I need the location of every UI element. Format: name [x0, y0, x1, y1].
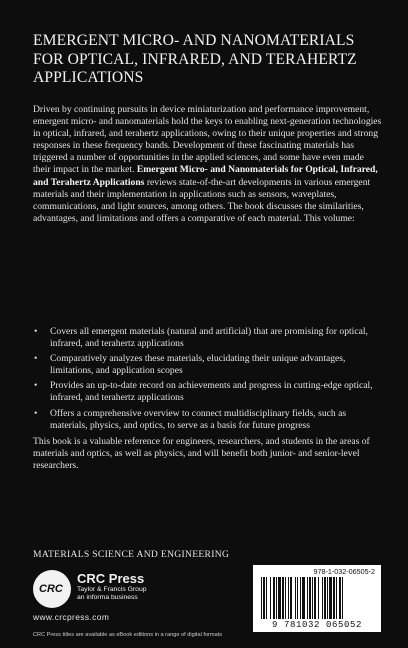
intro-paragraph — [33, 104, 383, 225]
feature-item: • Offers a comprehensive overview to connect multidisciplinary fields, such as materials, physics, and optics, to serve as a basis for future progress — [33, 408, 385, 432]
feature-list — [33, 326, 385, 432]
logo-mark: CRC — [39, 583, 63, 595]
barcode-digits: 9 781032 065052 — [271, 620, 362, 630]
crc-logo-icon — [33, 570, 71, 608]
intro-text-end: reviews state-of-the-art developments in various emergent materials and their implementation in applications such as sensors, waveplates, communications, and light sources, among others. The book discusses the similarities, advantages, and limitations and offers a comparative of each material. This volume: — [33, 176, 371, 224]
ebook-note: CRC Press titles are available as eBook editions in a range of digital formats — [33, 632, 223, 638]
publisher-text — [77, 572, 147, 602]
feature-item: • Covers all emergent materials (natural and artificial) that are promising for optical, infrared, and terahertz applications — [33, 326, 385, 350]
publisher-tagline: an informa business — [77, 594, 138, 601]
barcode-icon — [261, 577, 375, 619]
series-label: MATERIALS SCIENCE AND ENGINEERING — [33, 549, 230, 560]
feature-item: • Comparatively analyzes these materials, elucidating their unique advantages, limitations, and application scopes — [33, 353, 385, 377]
intro-text-start: Driven by continuing pursuits in device miniaturization and performance improvement, emergent micro- and nanomaterials hold the keys to enabling next-generation technologies in optical, infrared, and terahertz applications, owing to their unique properties and strong responses in these frequency bands. Development of these fascinating materials has triggered a number of opportunities in the applied sciences, and some have even made their impact in the market. — [33, 104, 382, 176]
book-title: EMERGENT MICRO- AND NANOMATERIALS FOR OPTICAL, INFRARED, AND TERAHERTZ APPLICATIONS — [33, 32, 357, 87]
feature-item: • Provides an up-to-date record on achievements and progress in cutting-edge optical, infrared, and terahertz applications — [33, 380, 385, 404]
publisher-name: CRC Press — [77, 571, 145, 586]
publisher-url: www.crcpress.com — [33, 612, 110, 622]
barcode-panel — [253, 565, 381, 632]
closing-paragraph: This book is a valuable reference for engineers, researchers, and students in the areas of materials and optics, as well as physics, and will benefit both junior- and senior-level researchers. — [33, 436, 370, 472]
isbn-text: 978-1-032-06505-2 — [313, 567, 375, 576]
publisher-group: Taylor & Francis Group — [77, 586, 147, 593]
intro-book-title: Emergent Micro- and Nanomaterials for Optical, Infrared, and Terahertz Applications — [33, 164, 378, 188]
publisher-logo — [33, 570, 193, 610]
